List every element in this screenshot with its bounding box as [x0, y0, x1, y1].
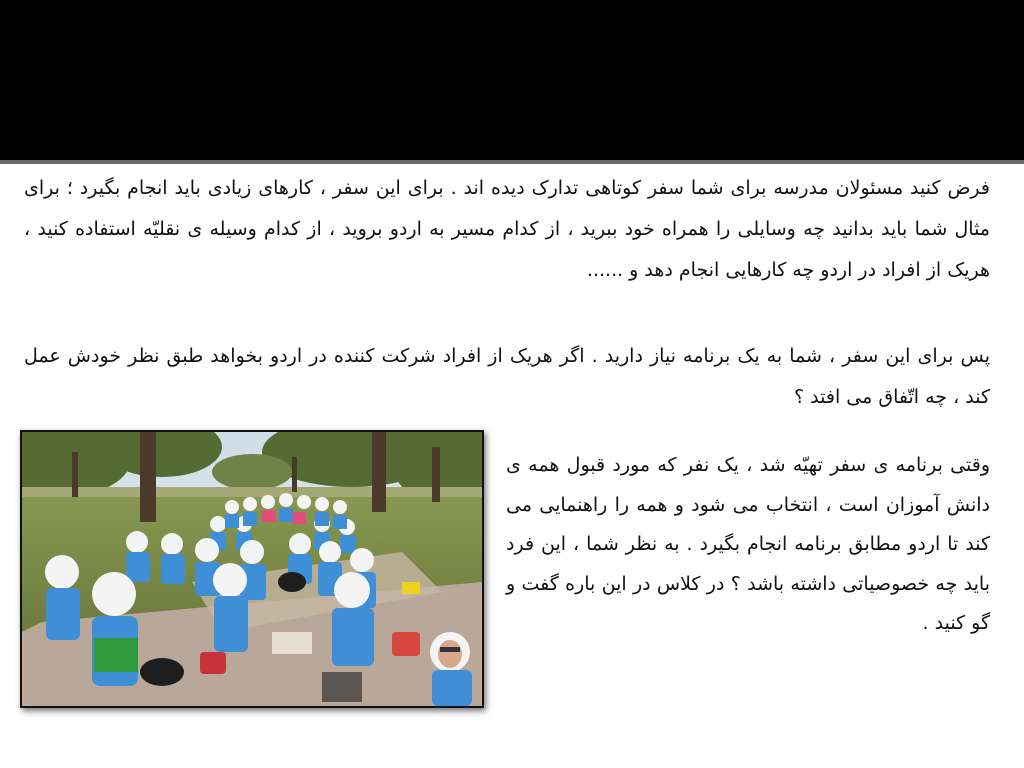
question-paragraph: پس برای این سفر ، شما به یک برنامه نیاز دارید . اگر هریک از افراد شرکت کننده در اردو بخواهد طبق نظر خودش عمل کند ، چه اتّفاق می افتد ؟ [24, 345, 990, 408]
picnic-scene-illustration [22, 432, 482, 706]
leader-paragraph: وقتی برنامه ی سفر تهیّه شد ، یک نفر که مورد قبول همه ی دانش آموزان است ، انتخاب می شود و همه را راهنمایی می کند تا اردو مطابق برنامه انجام بگیرد . به نظر شما ، این فرد باید چه خصوصیاتی داشته باشد ؟ در کلاس در این باره گفت و گو کنید . [506, 454, 990, 634]
header-separator [0, 160, 1024, 164]
intro-paragraph: فرض کنید مسئولان مدرسه برای شما سفر کوتاهی تدارک دیده اند . برای این سفر ، کارهای زیادی باید انجام بگیرد ؛ برای مثال شما باید بدانید چه وسایلی را همراه خود ببرید ، از کدام مسیر به اردو بروید ، از کدام وسیله ی نقلیّه استفاده کنید ، هریک از افراد در اردو چه کارهایی انجام دهد و ...... [24, 177, 990, 281]
header-band [0, 0, 1024, 160]
picnic-photo [20, 430, 484, 708]
